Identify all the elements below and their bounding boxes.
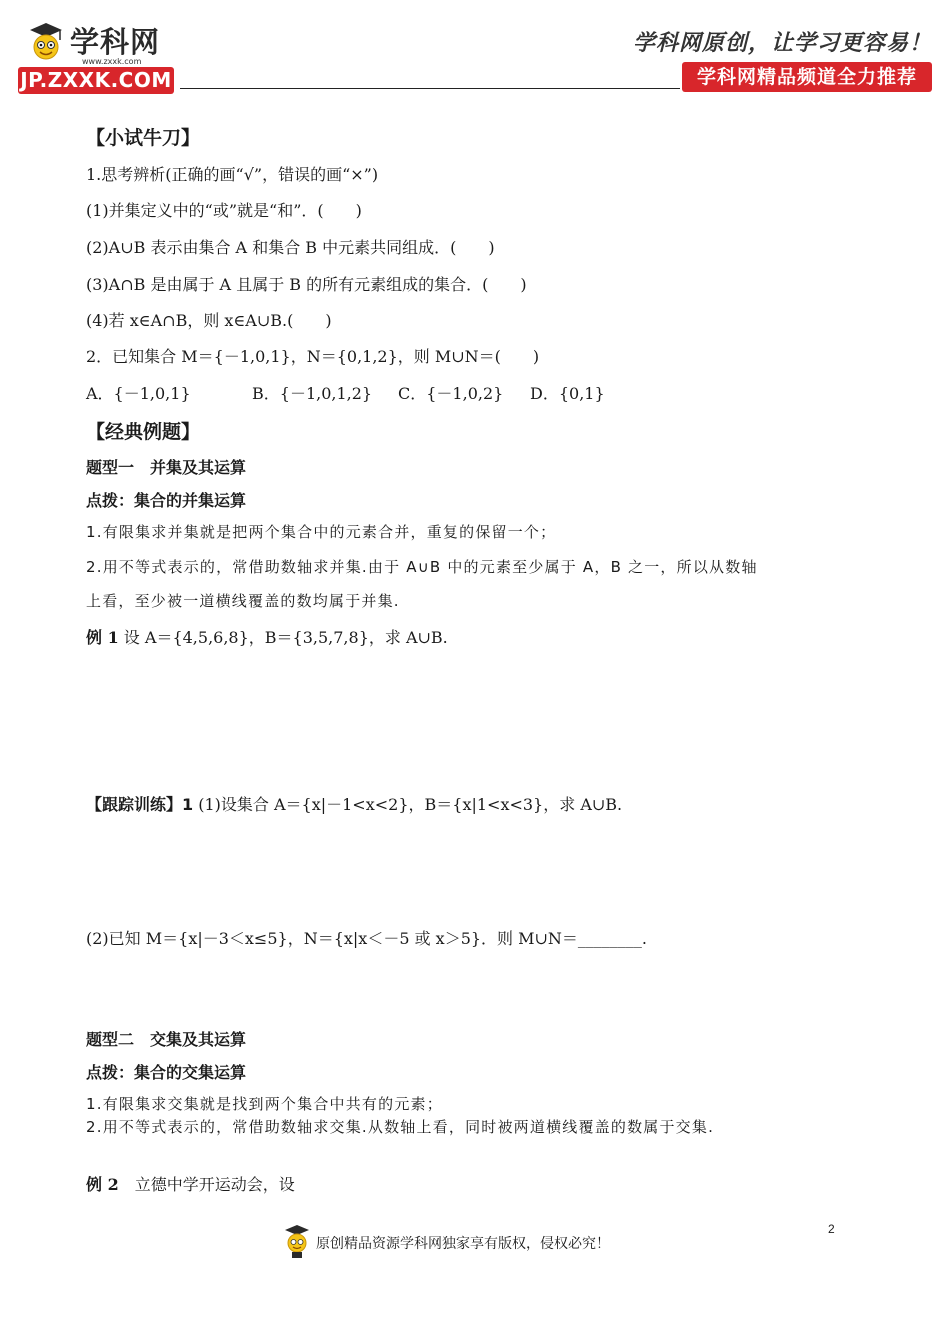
logo-name: 学科网: [70, 25, 161, 59]
type-1-hint-1: 1.有限集求并集就是把两个集合中的元素合并，重复的保留一个；: [86, 523, 557, 541]
footer-mascot-icon: [282, 1222, 312, 1260]
header-banner[interactable]: 学科网精品频道全力推荐: [682, 62, 932, 92]
example-2-label: 例 2: [86, 1175, 119, 1194]
question-1-item-3: (3)A∩B 是由属于 A 且属于 B 的所有元素组成的集合．( ): [86, 275, 527, 294]
example-2: [86, 1172, 295, 1195]
type-1-hint-title: 点拨：集合的并集运算: [86, 491, 247, 510]
type-1-hint-2-line-1: 2.用不等式表示的，常借助数轴求并集.由于 A∪B 中的元素至少属于 A，B 之一，所以从数轴: [86, 558, 758, 576]
type-1-title: 题型一 并集及其运算: [86, 458, 247, 477]
site-logo[interactable]: [16, 14, 186, 98]
section-heading-trial: 【小试牛刀】: [86, 127, 201, 149]
logo-domain: JP.ZXXK.COM: [18, 67, 174, 94]
header-divider: [180, 88, 680, 89]
header-slogan: 学科网原创，让学习更容易！: [632, 30, 932, 56]
example-1: [86, 625, 448, 648]
option-c: C．{－1,0,2}: [398, 384, 504, 403]
type-2-hint-1: 1.有限集求交集就是找到两个集合中共有的元素；: [86, 1095, 443, 1113]
option-d: D．{0,1}: [530, 384, 605, 403]
type-2-hint-2: 2.用不等式表示的，常借助数轴求交集.从数轴上看，同时被两道横线覆盖的数属于交集.: [86, 1118, 715, 1136]
copyright-notice: 原创精品资源学科网独家享有版权，侵权必究！: [316, 1236, 610, 1252]
type-2-title: 题型二 交集及其运算: [86, 1030, 247, 1049]
option-a: A．{－1,0,1}: [86, 384, 191, 403]
question-1-item-2: (2)A∪B 表示由集合 A 和集合 B 中元素共同组成．( ): [86, 238, 495, 257]
question-2: 2．已知集合 M＝{－1,0,1}，N＝{0,1,2}，则 M∪N＝( ): [86, 347, 540, 366]
mascot-icon: [26, 20, 66, 64]
example-2-text: 立德中学开运动会，设: [118, 1175, 295, 1194]
tracking-exercise-1: [86, 792, 622, 815]
tracking-label: 【跟踪训练】1: [86, 795, 194, 814]
type-1-hint-2-line-2: 上看，至少被一道横线覆盖的数均属于并集.: [86, 592, 400, 610]
example-1-text: 设 A＝{4,5,6,8}，B＝{3,5,7,8}，求 A∪B.: [118, 628, 448, 647]
page-number: 2: [828, 1222, 835, 1236]
logo-url: www.zxxk.com: [82, 57, 142, 66]
question-1-item-1: (1)并集定义中的“或”就是“和”．( ): [86, 201, 362, 220]
example-1-label: 例 1: [86, 628, 119, 647]
option-b: B．{－1,0,1,2}: [252, 384, 373, 403]
section-heading-examples: 【经典例题】: [86, 421, 201, 443]
type-2-hint-title: 点拨：集合的交集运算: [86, 1063, 247, 1082]
tracking-text-1: (1)设集合 A＝{x|－1<x<2}，B＝{x|1<x<3}，求 A∪B.: [193, 795, 623, 814]
tracking-exercise-2: (2)已知 M＝{x|－3＜x≤5}，N＝{x|x＜－5 或 x＞5}．则 M∪N＝________.: [86, 929, 648, 948]
question-1-item-4: (4)若 x∈A∩B，则 x∈A∪B.( ): [86, 311, 332, 330]
question-1-intro: 1.思考辨析(正确的画“√”，错误的画“×”): [86, 165, 379, 184]
